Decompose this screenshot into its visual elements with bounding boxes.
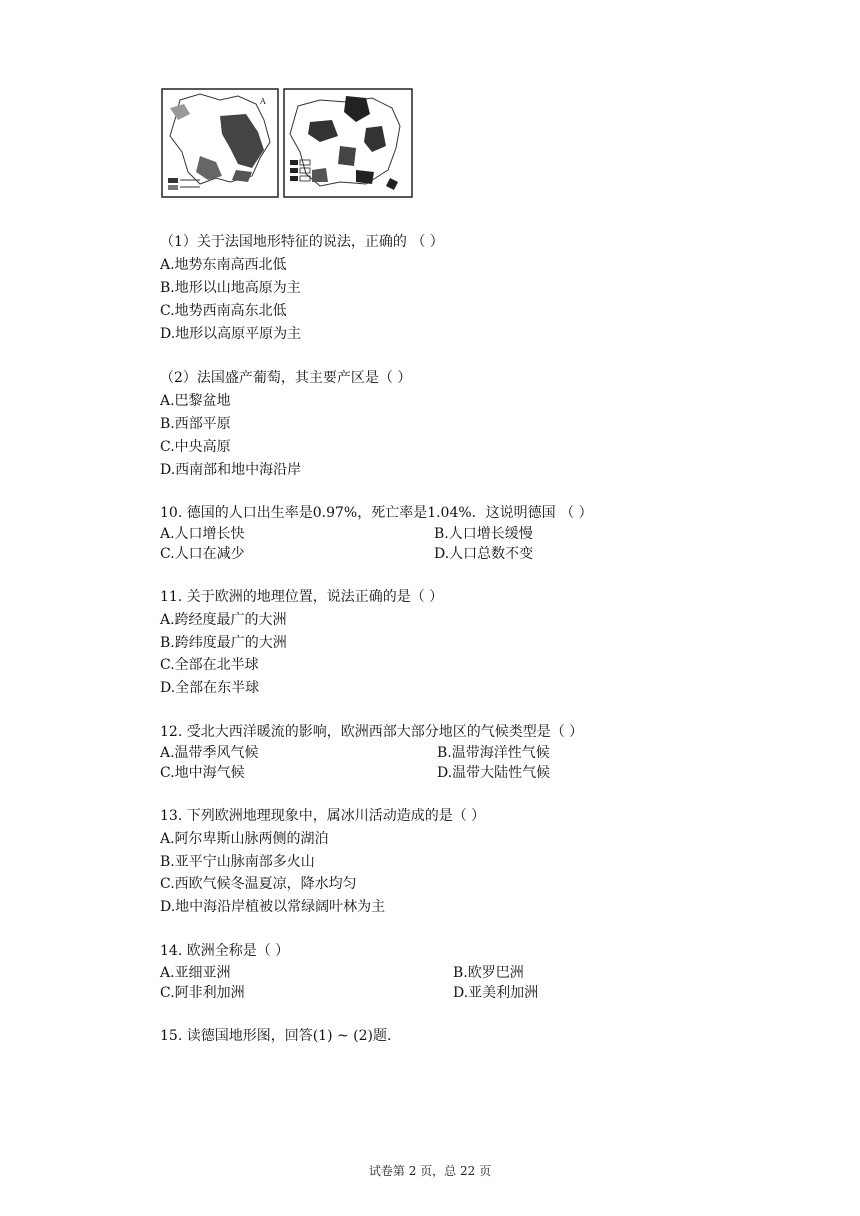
q10-option-a[interactable]: A.人口增长快 (160, 526, 245, 542)
france-maps-figure (160, 86, 416, 200)
q13-option-d[interactable]: D.地中海沿岸植被以常绿阔叶林为主 (160, 899, 386, 915)
q14-stem: 14. 欧洲全称是（ ） (160, 943, 290, 959)
q12-option-b[interactable]: B.温带海洋性气候 (437, 745, 550, 761)
q11-option-b[interactable]: B.跨纬度最广的大洲 (160, 635, 287, 651)
q14-option-c[interactable]: C.阿非利加洲 (160, 985, 245, 1001)
q12-option-c[interactable]: C.地中海气候 (160, 765, 245, 781)
q9-sub1-option-c[interactable]: C.地势西南高东北低 (160, 303, 287, 319)
q14-option-a[interactable]: A.亚细亚洲 (160, 965, 231, 981)
q9-sub1-stem: （1）关于法国地形特征的说法，正确的 （ ） (160, 234, 444, 250)
q13-stem: 13. 下列欧洲地理现象中，属冰川活动造成的是（ ） (160, 808, 486, 824)
page-footer: 试卷第 2 页，总 22 页 (368, 1164, 492, 1178)
q11-stem: 11. 关于欧洲的地理位置，说法正确的是（ ） (160, 589, 444, 605)
q13-option-c[interactable]: C.西欧气候冬温夏凉，降水均匀 (160, 876, 357, 892)
q10-option-c[interactable]: C.人口在减少 (160, 546, 245, 562)
q13-option-b[interactable]: B.亚平宁山脉南部多火山 (160, 854, 315, 870)
q10-option-d[interactable]: D.人口总数不变 (434, 546, 534, 562)
q11-option-d[interactable]: D.全部在东半球 (160, 680, 260, 696)
q9-sub1-option-b[interactable]: B.地形以山地高原为主 (160, 280, 301, 296)
q15-stem: 15. 读德国地形图，回答(1) ~ (2)题. (160, 1028, 392, 1044)
q12-option-d[interactable]: D.温带大陆性气候 (437, 765, 551, 781)
q14-option-b[interactable]: B.欧罗巴洲 (453, 965, 524, 981)
q9-sub2-stem: （2）法国盛产葡萄，其主要产区是（ ） (160, 370, 412, 386)
q11-option-a[interactable]: A.跨经度最广的大洲 (160, 612, 287, 628)
q9-sub1-option-d[interactable]: D.地形以高原平原为主 (160, 326, 302, 342)
q9-sub1-option-a[interactable]: A.地势东南高西北低 (160, 257, 287, 273)
q10-option-b[interactable]: B.人口增长缓慢 (434, 526, 533, 542)
svg-text:A: A (260, 97, 266, 106)
france-wine-map (284, 89, 412, 197)
q14-option-d[interactable]: D.亚美利加洲 (453, 985, 539, 1001)
q13-option-a[interactable]: A.阿尔卑斯山脉两侧的湖泊 (160, 831, 329, 847)
q9-sub2-option-b[interactable]: B.西部平原 (160, 416, 231, 432)
q12-option-a[interactable]: A.温带季风气候 (160, 745, 259, 761)
q9-sub2-option-a[interactable]: A.巴黎盆地 (160, 393, 231, 409)
france-terrain-map (162, 89, 278, 197)
q9-sub2-option-c[interactable]: C.中央高原 (160, 439, 231, 455)
q10-stem: 10. 德国的人口出生率是0.97%，死亡率是1.04%．这说明德国 （ ） (160, 505, 593, 521)
q11-option-c[interactable]: C.全部在北半球 (160, 657, 259, 673)
q12-stem: 12. 受北大西洋暖流的影响，欧洲西部大部分地区的气候类型是（ ） (160, 724, 584, 740)
q9-sub2-option-d[interactable]: D.西南部和地中海沿岸 (160, 462, 302, 478)
